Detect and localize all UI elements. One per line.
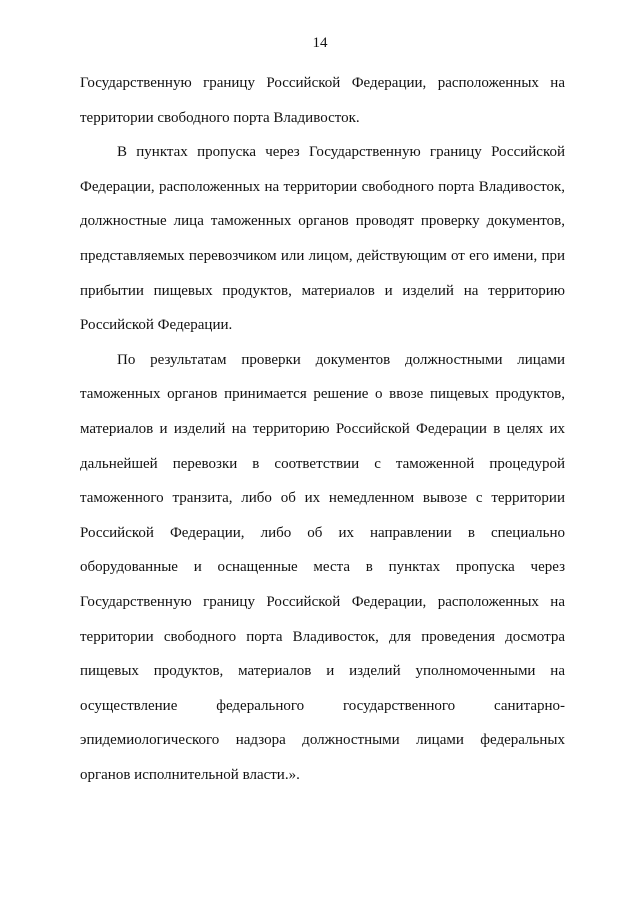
text-line: прибытии пищевых продуктов, материалов и изделий на территорию xyxy=(80,282,565,299)
text-line: территории свободного порта Владивосток. xyxy=(80,109,360,126)
text-line: осуществление федерального государственного санитарно- xyxy=(80,697,565,714)
text-line: Государственную границу Российской Федерации, расположенных на xyxy=(80,593,565,610)
page-number: 14 xyxy=(312,35,328,51)
text-line: дальнейшей перевозки в соответствии с таможенной процедурой xyxy=(80,455,565,472)
text-line: По результатам проверки документов должностными лицами xyxy=(117,351,565,368)
text-line: Федерации, расположенных на территории свободного порта Владивосток, xyxy=(80,178,565,195)
text-line: Российской Федерации, либо об их направлении в специально xyxy=(80,524,565,541)
text-line: таможенного транзита, либо об их немедленном вывозе с территории xyxy=(80,490,565,507)
text-line: органов исполнительной власти.». xyxy=(80,766,300,783)
text-line: пищевых продуктов, материалов и изделий уполномоченными на xyxy=(80,663,565,680)
text-line: В пунктах пропуска через Государственную границу Российской xyxy=(117,144,565,161)
document-body xyxy=(80,66,565,792)
text-line: Государственную границу Российской Федерации, расположенных на xyxy=(80,75,565,91)
paragraph-checkpoints xyxy=(80,135,565,343)
text-line: Российской Федерации. xyxy=(80,317,233,334)
text-line: территории свободного порта Владивосток, для проведения досмотра xyxy=(80,628,565,645)
paragraph-decision xyxy=(80,343,565,793)
text-line: должностные лица таможенных органов проводят проверку документов, xyxy=(80,213,565,230)
text-line: представляемых перевозчиком или лицом, действующим от его имени, при xyxy=(80,247,565,264)
text-line: таможенных органов принимается решение о ввозе пищевых продуктов, xyxy=(80,386,565,403)
paragraph-continuation xyxy=(80,66,565,135)
text-line: эпидемиологического надзора должностными лицами федеральных xyxy=(80,732,565,749)
text-line: материалов и изделий на территорию Российской Федерации в целях их xyxy=(80,420,565,437)
text-line: оборудованные и оснащенные места в пунктах пропуска через xyxy=(80,559,565,576)
